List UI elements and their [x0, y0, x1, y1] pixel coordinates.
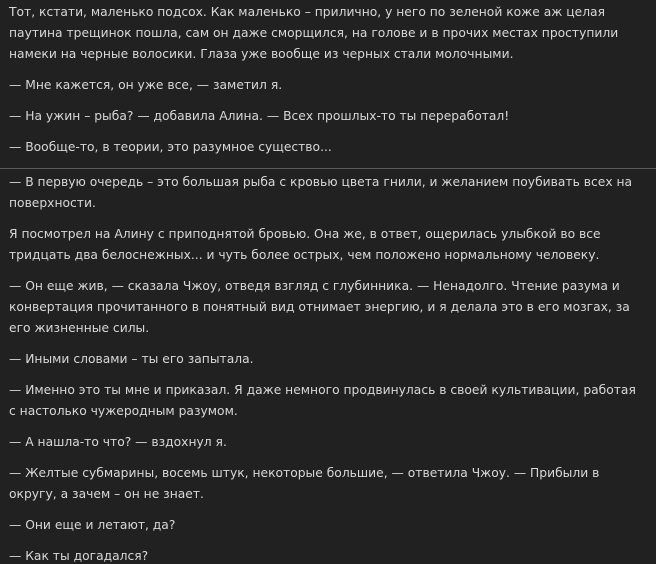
paragraph: — Желтые субмарины, восемь штук, некоторые большие, — ответила Чжоу. — Прибыли в округу, а зачем – он не знает. [9, 466, 600, 501]
paragraph: — Как ты догадался? [9, 549, 149, 563]
paragraph: — Он еще жив, — сказала Чжоу, отведя взгляд с глубинника. — Ненадолго. Чтение разума и конвертация прочитанного в понятный вид отнимает энергию, и я делала это в его мозгах, за его жизненные силы. [9, 279, 630, 335]
paragraph: — Иными словами – ты его запытала. [9, 352, 254, 366]
paragraph: — Вообще-то, в теории, это разумное существо... [9, 140, 332, 154]
paragraph: — В первую очередь – это большая рыба с кровью цвета гнили, и желанием поубивать всех на поверхности. [9, 175, 633, 210]
paragraph: — На ужин – рыба? — добавила Алина. — Всех прошлых-то ты переработал! [9, 109, 510, 123]
text-section-2 [0, 169, 656, 564]
paragraph: — Именно это ты мне и приказал. Я даже немного продвинулась в своей культивации, работая с настолько чужеродным разумом. [9, 383, 636, 418]
paragraph: — А нашла-то что? — вздохнул я. [9, 435, 227, 449]
paragraph: Я посмотрел на Алину с приподнятой бровью. Она же, в ответ, ощерилась улыбкой во все тридцать два белоснежных... и чуть более острых, чем положено нормальному человеку. [9, 227, 601, 262]
paragraph: — Они еще и летают, да? [9, 518, 176, 532]
paragraph: — Мне кажется, он уже все, — заметил я. [9, 78, 283, 92]
paragraph: Тот, кстати, маленько подсох. Как маленько – прилично, у него по зеленой коже аж целая паутина трещинок пошла, сам он даже сморщился, на голове и в прочих местах проступили намеки на черные волосики. Глаза уже вообще из черных стали молочными. [9, 5, 619, 61]
text-section-1 [0, 0, 656, 158]
